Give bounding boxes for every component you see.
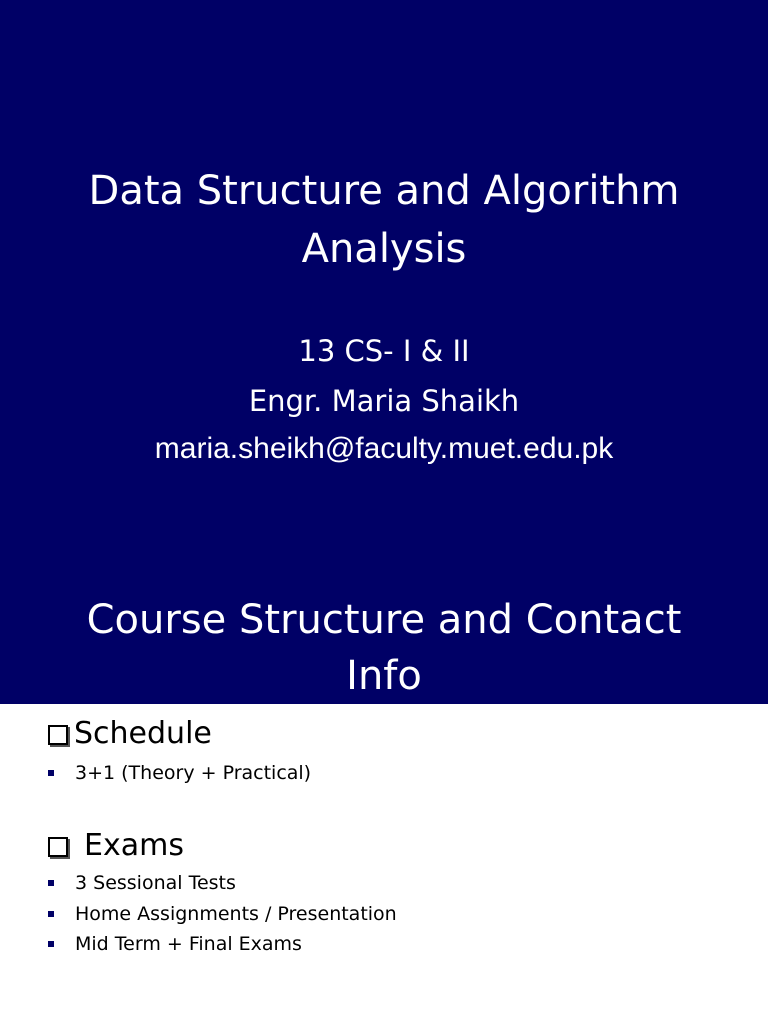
list-item [48,902,397,926]
slide-title-line-2: Analysis [301,226,467,272]
course-code: 13 CS- I & II [298,334,470,368]
list-item [48,932,302,956]
schedule-heading-label: Schedule [74,716,212,751]
slide-heading-line-1: Course Structure and Contact [86,597,682,643]
list-item-label: 3+1 (Theory + Practical) [75,762,312,784]
author-email: maria.sheikh@faculty.muet.edu.pk [154,432,614,465]
slide-header [0,576,768,704]
list-item-label: 3 Sessional Tests [75,872,236,894]
list-item-label: Mid Term + Final Exams [75,933,302,955]
square-bullet-icon [48,770,54,776]
square-bullet-icon [48,880,54,886]
exams-heading [48,828,184,864]
author-name: Engr. Maria Shaikh [248,384,520,418]
list-item [48,871,236,895]
checkbox-icon [48,725,68,745]
slide-title-line-1: Data Structure and Algorithm [88,168,680,214]
exams-heading-label: Exams [84,828,184,863]
square-bullet-icon [48,911,54,917]
square-bullet-icon [48,941,54,947]
course-structure-slide [0,576,768,1024]
slide-heading-line-2: Info [346,653,422,699]
checkbox-icon [48,837,68,857]
list-item-label: Home Assignments / Presentation [75,903,397,925]
slide-title [0,162,768,278]
list-item [48,761,311,785]
schedule-heading [48,716,212,752]
slide-heading [0,592,768,704]
